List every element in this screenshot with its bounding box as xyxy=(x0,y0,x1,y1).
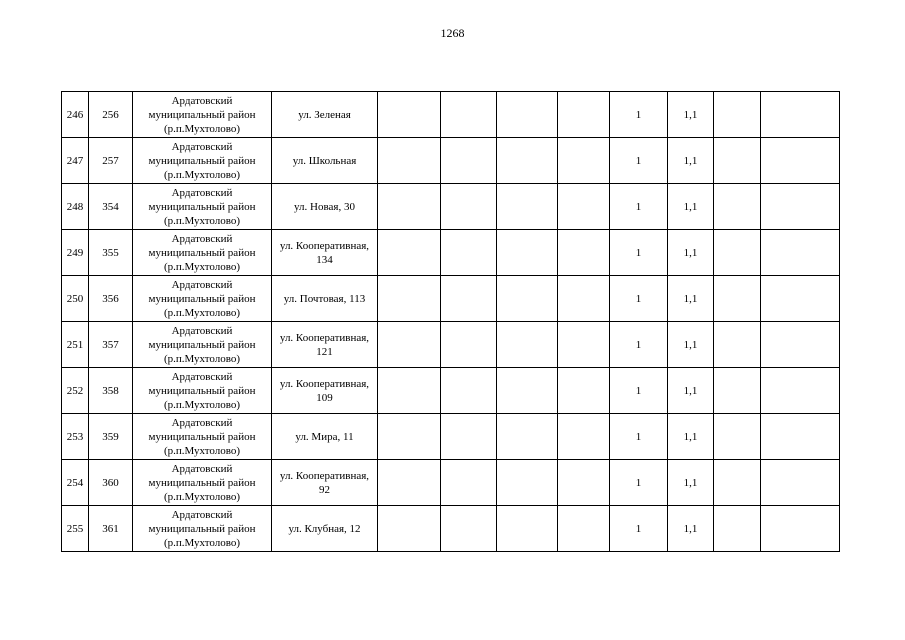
street-line: 134 xyxy=(316,253,333,266)
district-cell xyxy=(133,460,272,506)
district-cell xyxy=(133,414,272,460)
street-cell xyxy=(272,506,378,552)
empty-cell xyxy=(378,92,441,138)
street-line: ул. Кооперативная, xyxy=(279,469,370,482)
object-code-cell: 360 xyxy=(89,460,133,506)
empty-cell xyxy=(378,506,441,552)
table-row xyxy=(62,138,840,184)
street-cell xyxy=(272,138,378,184)
object-code-cell: 355 xyxy=(89,230,133,276)
district-line: Ардатовский xyxy=(171,508,233,521)
quantity-cell: 1 xyxy=(610,506,668,552)
empty-cell xyxy=(714,322,761,368)
empty-cell xyxy=(497,414,558,460)
district-line: (р.п.Мухтолово) xyxy=(163,444,241,457)
empty-cell xyxy=(497,276,558,322)
value-cell: 1,1 xyxy=(668,184,714,230)
empty-cell xyxy=(441,460,497,506)
street-line: ул. Мира, 11 xyxy=(295,430,354,443)
empty-cell xyxy=(558,368,610,414)
empty-cell xyxy=(441,92,497,138)
empty-cell xyxy=(761,414,840,460)
district-line: муниципальный район xyxy=(148,154,256,167)
empty-cell xyxy=(558,92,610,138)
district-line: (р.п.Мухтолово) xyxy=(163,490,241,503)
street-line: 92 xyxy=(319,483,330,496)
empty-cell xyxy=(558,138,610,184)
row-number-cell: 249 xyxy=(62,230,89,276)
district-line: муниципальный район xyxy=(148,522,256,535)
street-line: ул. Кооперативная, xyxy=(279,331,370,344)
quantity-cell: 1 xyxy=(610,184,668,230)
value-cell: 1,1 xyxy=(668,322,714,368)
row-number-cell: 253 xyxy=(62,414,89,460)
quantity-cell: 1 xyxy=(610,460,668,506)
district-line: Ардатовский xyxy=(171,140,233,153)
street-line: ул. Новая, 30 xyxy=(294,200,355,213)
street-line: ул. Почтовая, 113 xyxy=(283,292,366,305)
district-line: (р.п.Мухтолово) xyxy=(163,122,241,135)
district-cell xyxy=(133,92,272,138)
street-line: 121 xyxy=(316,345,333,358)
empty-cell xyxy=(497,92,558,138)
street-cell xyxy=(272,276,378,322)
row-number-cell: 247 xyxy=(62,138,89,184)
empty-cell xyxy=(441,506,497,552)
district-line: (р.п.Мухтолово) xyxy=(163,168,241,181)
value-cell: 1,1 xyxy=(668,460,714,506)
street-cell xyxy=(272,92,378,138)
object-code-cell: 356 xyxy=(89,276,133,322)
row-number-cell: 251 xyxy=(62,322,89,368)
empty-cell xyxy=(714,460,761,506)
row-number-cell: 246 xyxy=(62,92,89,138)
street-cell xyxy=(272,230,378,276)
empty-cell xyxy=(497,184,558,230)
object-code-cell: 257 xyxy=(89,138,133,184)
empty-cell xyxy=(497,322,558,368)
object-code-cell: 358 xyxy=(89,368,133,414)
empty-cell xyxy=(378,322,441,368)
district-cell xyxy=(133,322,272,368)
empty-cell xyxy=(441,276,497,322)
object-code-cell: 359 xyxy=(89,414,133,460)
empty-cell xyxy=(714,92,761,138)
row-number-cell: 252 xyxy=(62,368,89,414)
registry-table xyxy=(61,91,840,552)
empty-cell xyxy=(497,230,558,276)
district-line: Ардатовский xyxy=(171,94,233,107)
empty-cell xyxy=(761,368,840,414)
empty-cell xyxy=(558,184,610,230)
value-cell: 1,1 xyxy=(668,414,714,460)
empty-cell xyxy=(441,138,497,184)
row-number-cell: 248 xyxy=(62,184,89,230)
quantity-cell: 1 xyxy=(610,322,668,368)
value-cell: 1,1 xyxy=(668,230,714,276)
table-row xyxy=(62,276,840,322)
page-number: 1268 xyxy=(440,26,465,40)
empty-cell xyxy=(714,184,761,230)
empty-cell xyxy=(558,506,610,552)
district-line: Ардатовский xyxy=(171,232,233,245)
district-line: (р.п.Мухтолово) xyxy=(163,398,241,411)
empty-cell xyxy=(714,506,761,552)
quantity-cell: 1 xyxy=(610,230,668,276)
table-row xyxy=(62,230,840,276)
value-cell: 1,1 xyxy=(668,138,714,184)
empty-cell xyxy=(497,506,558,552)
district-line: муниципальный район xyxy=(148,292,256,305)
district-cell xyxy=(133,184,272,230)
district-line: Ардатовский xyxy=(171,462,233,475)
empty-cell xyxy=(714,276,761,322)
street-cell xyxy=(272,460,378,506)
value-cell: 1,1 xyxy=(668,368,714,414)
quantity-cell: 1 xyxy=(610,368,668,414)
object-code-cell: 357 xyxy=(89,322,133,368)
district-cell xyxy=(133,368,272,414)
quantity-cell: 1 xyxy=(610,138,668,184)
district-line: муниципальный район xyxy=(148,200,256,213)
empty-cell xyxy=(497,460,558,506)
district-line: Ардатовский xyxy=(171,370,233,383)
empty-cell xyxy=(497,138,558,184)
street-cell xyxy=(272,184,378,230)
empty-cell xyxy=(378,368,441,414)
empty-cell xyxy=(378,460,441,506)
empty-cell xyxy=(378,276,441,322)
empty-cell xyxy=(761,276,840,322)
table-row xyxy=(62,322,840,368)
empty-cell xyxy=(761,322,840,368)
table-row xyxy=(62,92,840,138)
empty-cell xyxy=(714,230,761,276)
street-line: 109 xyxy=(316,391,333,404)
district-line: муниципальный район xyxy=(148,108,256,121)
empty-cell xyxy=(441,414,497,460)
table-body xyxy=(62,92,840,552)
table-row xyxy=(62,414,840,460)
district-line: муниципальный район xyxy=(148,246,256,259)
value-cell: 1,1 xyxy=(668,506,714,552)
street-cell xyxy=(272,414,378,460)
district-line: Ардатовский xyxy=(171,416,233,429)
empty-cell xyxy=(378,414,441,460)
district-cell xyxy=(133,506,272,552)
district-line: (р.п.Мухтолово) xyxy=(163,260,241,273)
district-line: муниципальный район xyxy=(148,384,256,397)
table-row xyxy=(62,184,840,230)
street-cell xyxy=(272,368,378,414)
empty-cell xyxy=(558,322,610,368)
quantity-cell: 1 xyxy=(610,276,668,322)
district-line: муниципальный район xyxy=(148,338,256,351)
district-line: (р.п.Мухтолово) xyxy=(163,352,241,365)
empty-cell xyxy=(761,460,840,506)
district-line: муниципальный район xyxy=(148,430,256,443)
district-cell xyxy=(133,276,272,322)
street-line: ул. Кооперативная, xyxy=(279,377,370,390)
empty-cell xyxy=(714,414,761,460)
empty-cell xyxy=(441,230,497,276)
empty-cell xyxy=(441,184,497,230)
street-line: ул. Кооперативная, xyxy=(279,239,370,252)
district-line: (р.п.Мухтолово) xyxy=(163,214,241,227)
district-cell xyxy=(133,138,272,184)
row-number-cell: 250 xyxy=(62,276,89,322)
empty-cell xyxy=(558,414,610,460)
table-row xyxy=(62,460,840,506)
street-line: ул. Школьная xyxy=(292,154,357,167)
empty-cell xyxy=(558,276,610,322)
district-cell xyxy=(133,230,272,276)
district-line: (р.п.Мухтолово) xyxy=(163,536,241,549)
empty-cell xyxy=(761,230,840,276)
empty-cell xyxy=(497,368,558,414)
row-number-cell: 254 xyxy=(62,460,89,506)
quantity-cell: 1 xyxy=(610,92,668,138)
empty-cell xyxy=(441,368,497,414)
street-line: ул. Клубная, 12 xyxy=(288,522,361,535)
empty-cell xyxy=(761,138,840,184)
empty-cell xyxy=(441,322,497,368)
district-line: муниципальный район xyxy=(148,476,256,489)
district-line: Ардатовский xyxy=(171,186,233,199)
empty-cell xyxy=(714,368,761,414)
object-code-cell: 256 xyxy=(89,92,133,138)
object-code-cell: 354 xyxy=(89,184,133,230)
empty-cell xyxy=(378,138,441,184)
district-line: Ардатовский xyxy=(171,324,233,337)
table-row xyxy=(62,506,840,552)
object-code-cell: 361 xyxy=(89,506,133,552)
empty-cell xyxy=(761,506,840,552)
empty-cell xyxy=(558,460,610,506)
street-cell xyxy=(272,322,378,368)
table-row xyxy=(62,368,840,414)
district-line: (р.п.Мухтолово) xyxy=(163,306,241,319)
street-line: ул. Зеленая xyxy=(298,108,351,121)
value-cell: 1,1 xyxy=(668,92,714,138)
empty-cell xyxy=(378,184,441,230)
empty-cell xyxy=(558,230,610,276)
row-number-cell: 255 xyxy=(62,506,89,552)
empty-cell xyxy=(761,184,840,230)
empty-cell xyxy=(378,230,441,276)
empty-cell xyxy=(714,138,761,184)
quantity-cell: 1 xyxy=(610,414,668,460)
value-cell: 1,1 xyxy=(668,276,714,322)
district-line: Ардатовский xyxy=(171,278,233,291)
empty-cell xyxy=(761,92,840,138)
